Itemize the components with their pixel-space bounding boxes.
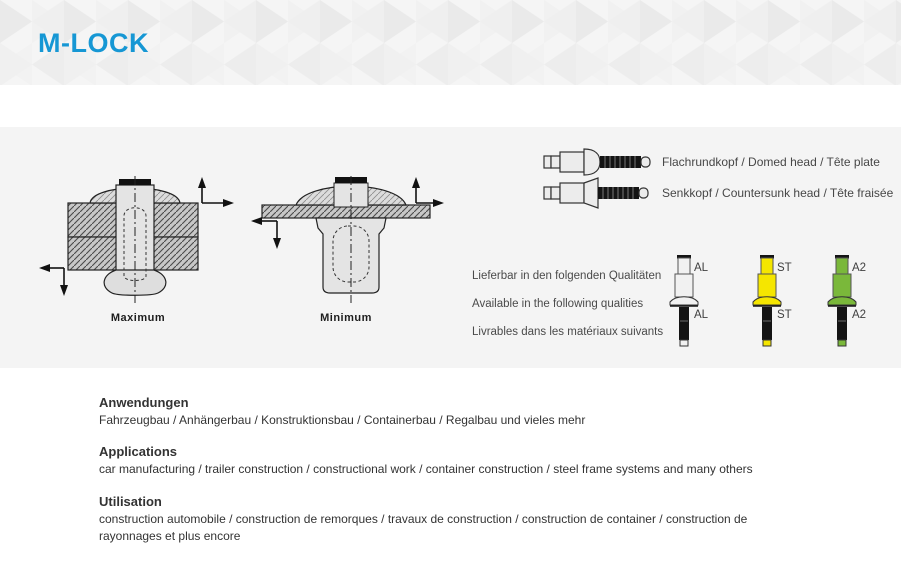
section-body-anwendungen: Fahrzeugbau / Anhängerbau / Konstruktionsbau / Containerbau / Regalbau und vieles mehr: [99, 413, 586, 427]
material-code-a2-mandrel: A2: [852, 309, 867, 321]
section-body-utilisation: construction automobile / construction de remorques / travaux de construction / construction de container / construction de rayonnages et plus encore: [99, 512, 748, 543]
maximum-grip-diagram: [38, 176, 238, 324]
domed-head-rivet-icon: [543, 146, 655, 178]
countersunk-head-rivet-icon: [543, 177, 655, 209]
technical-panel: [0, 127, 901, 368]
section-heading-applications: Applications: [99, 444, 178, 459]
diagram-caption-maximum: Maximum: [110, 312, 166, 324]
qualities-caption-en: Available in the following qualities: [472, 298, 644, 310]
head-type-label-domed: Flachrundkopf / Domed head / Tête plate: [662, 155, 880, 169]
material-code-st-mandrel: ST: [777, 309, 792, 321]
page-header: [0, 0, 901, 85]
minimum-grip-cross-section-icon: [246, 176, 446, 304]
material-code-al-body: AL: [694, 262, 709, 274]
qualities-caption-fr: Livrables dans les matériaux suivants: [472, 326, 664, 338]
diagram-caption-minimum: Minimum: [320, 312, 372, 324]
section-heading-utilisation: Utilisation: [99, 494, 162, 509]
material-code-al-mandrel: AL: [694, 309, 709, 321]
section-heading-anwendungen: Anwendungen: [99, 395, 189, 410]
material-code-st-body: ST: [777, 262, 792, 274]
page-title: M-LOCK: [38, 28, 149, 58]
head-type-label-countersunk: Senkkopf / Countersunk head / Tête fraisée: [662, 186, 894, 200]
section-body-applications: car manufacturing / trailer construction / constructional work / container construction / steel frame systems and many others: [99, 462, 753, 476]
material-code-a2-body: A2: [852, 262, 867, 274]
qualities-caption-de: Lieferbar in den folgenden Qualitäten: [472, 270, 662, 282]
maximum-grip-cross-section-icon: [38, 176, 238, 304]
minimum-grip-diagram: [246, 176, 446, 324]
